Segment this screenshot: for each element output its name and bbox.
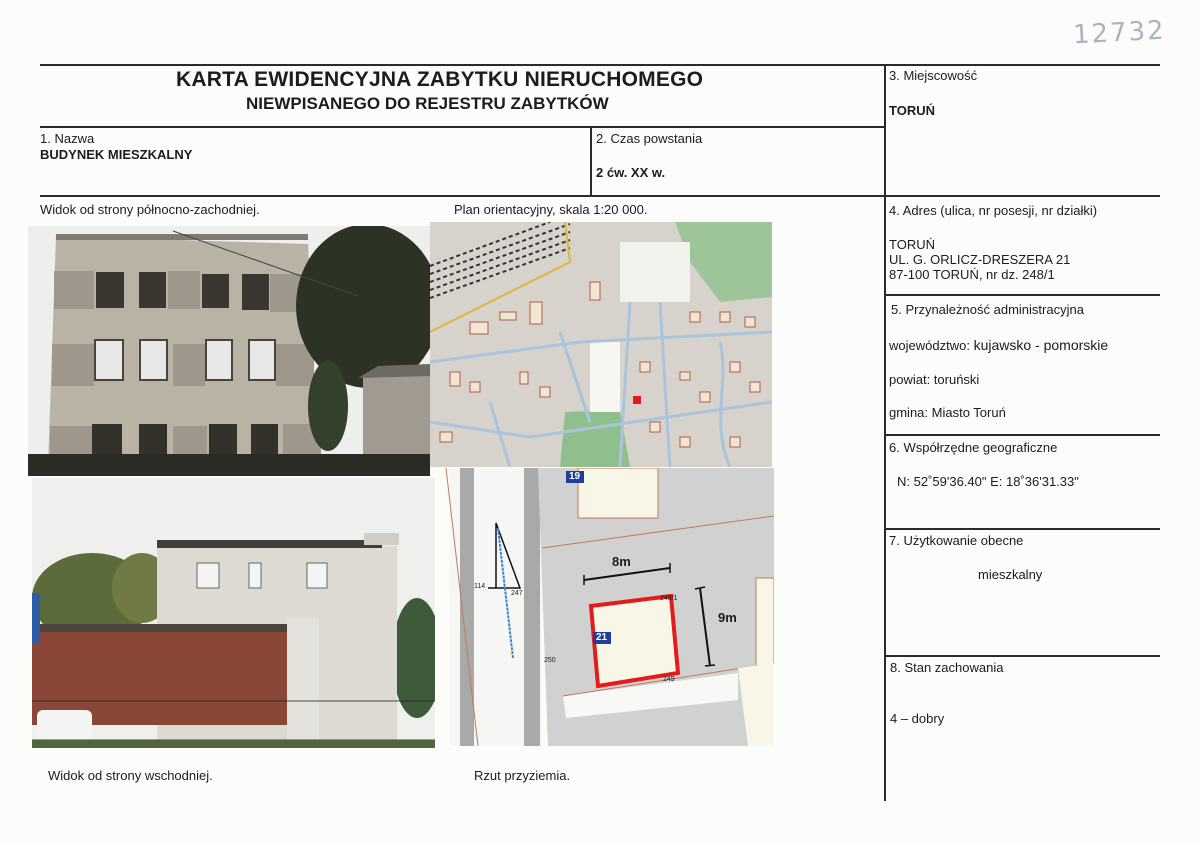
date-value: 2 ćw. XX w. <box>596 165 666 180</box>
parcel-label-250: 250 <box>544 657 556 664</box>
address-label: 4. Adres (ulica, nr posesji, nr działki) <box>889 203 1098 218</box>
rule <box>590 126 592 196</box>
caption-photo-nw: Widok od strony północno-zachodniej. <box>40 202 260 217</box>
caption-ground-plan: Rzut przyziemia. <box>474 768 571 783</box>
condition-label: 8. Stan zachowania <box>890 660 1004 675</box>
rule <box>884 294 1160 296</box>
coords-label: 6. Współrzędne geograficzne <box>889 440 1058 455</box>
commune: gmina: Miasto Toruń <box>889 405 1006 420</box>
width-dimension-label: 8m <box>612 554 631 569</box>
usage-label: 7. Użytkowanie obecne <box>889 533 1024 548</box>
parcel-label-247: 247 <box>511 590 523 597</box>
name-value: BUDYNEK MIESZKALNY <box>40 147 193 162</box>
address-line2: UL. G. ORLICZ-DRESZERA 21 <box>889 252 1071 267</box>
rule <box>884 528 1160 530</box>
voivodeship-value: kujawsko - pomorskie <box>973 337 1109 353</box>
coords-value: N: 52˚59'36.40" E: 18˚36'31.33" <box>897 474 1079 489</box>
ground-plan-map <box>438 468 774 746</box>
admin-label: 5. Przynależność administracyjna <box>891 302 1084 317</box>
caption-photo-e: Widok od strony wschodniej. <box>48 768 213 783</box>
county: powiat: toruński <box>889 372 980 387</box>
page-subtitle: NIEWPISANEGO DO REJESTRU ZABYTKÓW <box>246 94 609 113</box>
building-number-badge: 21 <box>596 632 608 643</box>
depth-dimension-label: 9m <box>718 610 737 625</box>
rule <box>40 126 885 128</box>
voivodeship-label: województwo: <box>889 338 970 353</box>
condition-value: 4 – dobry <box>890 711 945 726</box>
location-marker <box>633 396 641 404</box>
voivodeship <box>889 337 1108 353</box>
address-line1: TORUŃ <box>889 237 935 252</box>
page-title: KARTA EWIDENCYJNA ZABYTKU NIERUCHOMEGO <box>176 68 704 91</box>
date-label: 2. Czas powstania <box>596 131 703 146</box>
address-line3: 87-100 TORUŃ, nr dz. 248/1 <box>889 267 1055 282</box>
locality-label: 3. Miejscowość <box>889 68 978 83</box>
caption-orientation-plan: Plan orientacyjny, skala 1:20 000. <box>454 202 648 217</box>
parcel-label: 248/1 <box>660 595 678 602</box>
rule <box>884 655 1160 657</box>
neighbor-number-badge: 19 <box>569 471 581 482</box>
rule <box>40 64 1160 66</box>
rule <box>884 434 1160 436</box>
archive-number: 12732 <box>1072 15 1167 51</box>
name-label: 1. Nazwa <box>40 131 95 146</box>
usage-value: mieszkalny <box>978 567 1043 582</box>
orientation-plan-map <box>430 222 772 467</box>
rule <box>884 64 886 801</box>
parcel-label-249: 249 <box>663 676 675 683</box>
parcel-label-114: 114 <box>474 583 486 590</box>
rule <box>40 195 1160 197</box>
photo-east-view <box>32 478 435 748</box>
photo-northwest-view <box>28 226 430 476</box>
locality-value: TORUŃ <box>889 103 935 118</box>
